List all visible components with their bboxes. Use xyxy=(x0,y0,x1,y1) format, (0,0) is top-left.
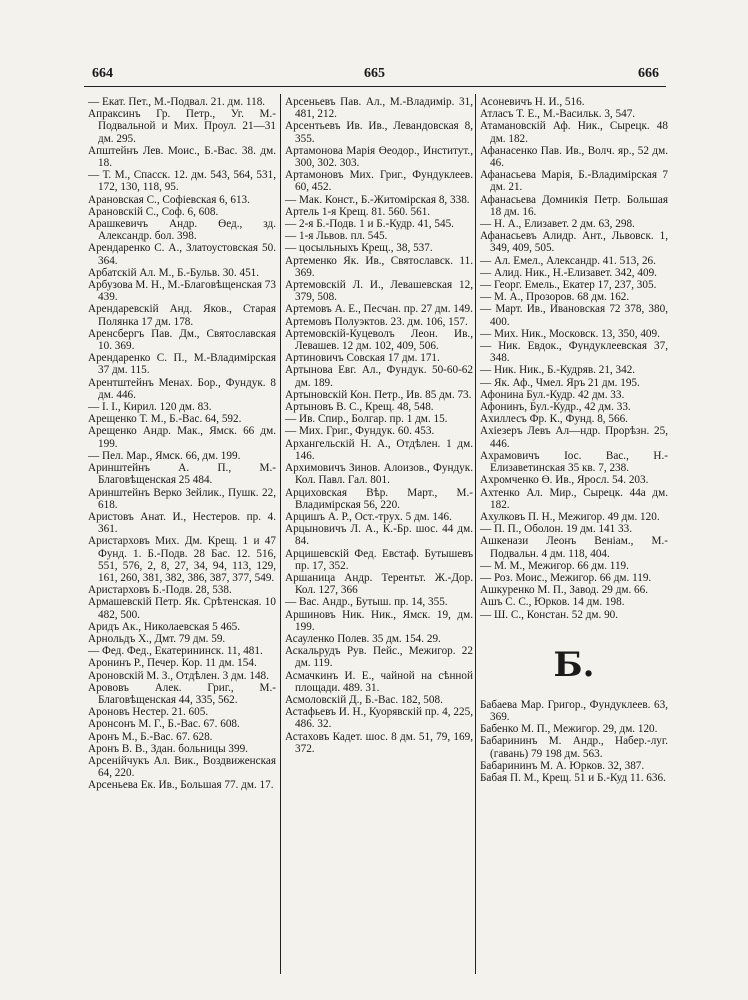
directory-entry: Асмачкинъ И. Е., чайной на сѣнной площади. 489. 31. xyxy=(285,669,473,694)
directory-entry: Бабенко М. П., Межигор. 29, дм. 120. xyxy=(480,723,658,736)
directory-entry: Аронъ М., Б.-Вас. 67. 628. xyxy=(88,730,213,743)
directory-entry: Аридъ Ак., Николаевская 5 465. xyxy=(88,620,241,633)
directory-entry: Аристовъ Анат. И., Нестеров. пр. 4. 361. xyxy=(88,510,276,536)
directory-entry: Аристарховъ Мих. Дм. Крещ. 1 и 47 Фунд. 1. Б.-Подв. 28 Бас. 12. 516, 551, 576, 2, 8, 27, 34, 94, 113, 129, 161, 260, 381, 382, 386, 387, 377, 549. xyxy=(88,535,276,584)
directory-entry: Арещенко Андр. Мак., Ямск. 66 дм. 199. xyxy=(88,425,276,450)
directory-entry: Арсенійчукъ Ал. Вик., Воздвиженская 64, 220. xyxy=(88,754,276,780)
directory-entry: — Т. М., Спасск. 12. дм. 543, 564, 531, 172, 130, 118, 95. xyxy=(88,169,276,194)
directory-entry: Арововъ Алек. Григ., М.-Благовѣщенская 44, 335, 562. xyxy=(88,681,276,706)
directory-entry: Афонинъ, Бул.-Кудр., 42 дм. 33. xyxy=(480,401,631,414)
directory-entry: Аршиновъ Ник. Ник., Ямск. 19, дм. 199. xyxy=(285,608,473,633)
directory-entry: Апштейнъ Лев. Моис., Б.-Вас. 38. дм. 18. xyxy=(88,144,276,170)
directory-entry: Арендаренко С. А., Златоустовская 50. 364. xyxy=(88,242,276,267)
directory-entry: Бабаева Мар. Григор., Фундуклеев. 63, 369. xyxy=(480,698,668,723)
directory-entry: Арбатскій Ал. М., Б.-Бульв. 30. 451. xyxy=(88,266,260,279)
directory-entry: — Як. Аф., Чмел. Яръ 21 дм. 195. xyxy=(480,376,640,389)
directory-entry: Апраксинъ Гр. Петр., Уг. М.-Подвальной и Мих. Проул. 21—31 дм. 295. xyxy=(88,108,276,145)
directory-entry: Арсеньева Ек. Ив., Большая 77. дм. 17. xyxy=(88,779,274,792)
directory-entry: Бабарининъ М. Андр., Набер.-луг. (гавань) 79 198 дм. 563. xyxy=(480,735,668,760)
directory-entry: Артыновскій Кон. Петр., Ив. 85 дм. 73. xyxy=(285,388,472,401)
directory-entry: — Ник. Ник., Б.-Кудряв. 21, 342. xyxy=(480,364,636,377)
directory-entry: Бабарининъ М. А. Юрков. 32, 387. xyxy=(480,759,645,772)
directory-entry: Ахромченко Ө. Ив., Яросл. 54. 203. xyxy=(480,474,649,487)
directory-entry: — Март. Ив., Ивановская 72 378, 380, 400. xyxy=(480,303,668,328)
directory-entry: Арцишъ А. Р., Ост.-трух. 5 дм. 146. xyxy=(285,510,452,523)
directory-entry: Архангельскій Н. А., Отдѣлен. 1 дм. 146. xyxy=(285,437,473,462)
directory-entry: Архимовичъ Зинов. Алоизов., Фундук. Кол. Павл. Гал. 801. xyxy=(285,462,473,487)
directory-entry: Арцишевскій Фед. Евстаф. Бутышевъ пр. 17, 352. xyxy=(285,547,473,572)
directory-entry: Арашкевичъ Андр. Өед., зд. Александр. бол. 398. xyxy=(88,218,276,243)
column-divider xyxy=(475,94,476,974)
directory-entry: Астаховъ Кадет. шос. 8 дм. 51, 79, 169, 372. xyxy=(285,730,473,755)
directory-entry: — Ал. Емел., Александр. 41. 513, 26. xyxy=(480,254,656,267)
directory-entry: Асмоловскій Д., Б.-Вас. 182, 508. xyxy=(285,693,443,706)
directory-entry: Арциховская Вѣр. Март., М.-Владимірская 56, 220. xyxy=(285,486,473,511)
directory-entry: Арнольдъ Х., Дмт. 79 дм. 59. xyxy=(88,632,226,645)
directory-entry: — М. А., Прозоров. 68 дм. 162. xyxy=(480,291,630,304)
directory-entry: — Мих. Ник., Московск. 13, 350, 409. xyxy=(480,327,660,340)
directory-entry: Арендаренко С. П., М.-Владимірская 37 дм. 115. xyxy=(88,352,276,377)
directory-entry: Ахрамовичъ Іос. Вас., Н.-Елизаветинская 35 кв. 7, 238. xyxy=(480,449,668,475)
page-number-left: 664 xyxy=(92,66,113,81)
directory-entry: Артемовъ А. Е., Песчан. пр. 27 дм. 149. xyxy=(285,303,473,316)
directory-entry: — Пел. Мар., Ямск. 66, дм. 199. xyxy=(88,449,241,462)
directory-entry: Астафьевъ И. Н., Куорявскій пр. 4, 225, 486. 32. xyxy=(285,706,473,731)
directory-entry: Аринштейнъ А. П., М.-Благовѣщенская 25 484. xyxy=(88,462,276,487)
directory-entry: Артиновичъ Совская 17 дм. 171. xyxy=(285,352,440,365)
directory-entry: — І. І., Кирил. 120 дм. 83. xyxy=(88,401,212,414)
directory-entry: Арещенко Т. М., Б.-Вас. 64, 592. xyxy=(88,413,242,426)
directory-entry: Афанасьевъ Алидр. Ант., Львовск. 1, 349, 409, 505. xyxy=(480,230,668,255)
directory-column-1 xyxy=(88,96,276,792)
directory-entry: — Фед. Фед., Екатерининск. 11, 481. xyxy=(88,645,263,658)
directory-entry: Афанасьева Домникія Петр. Большая 18 дм. 16. xyxy=(480,193,668,218)
directory-entry: — Н. А., Елизавет. 2 дм. 63, 298. xyxy=(480,218,635,231)
directory-entry: Ахулковъ П. Н., Межигор. 49 дм. 120. xyxy=(480,510,660,523)
directory-entry: Арсентьевъ Ив. Ив., Левандовская 8, 355. xyxy=(285,120,473,145)
directory-entry: Аронъ В. В., Здан. больницы 399. xyxy=(88,742,248,755)
directory-entry: Бабая П. М., Крещ. 51 и Б.-Куд 11. 636. xyxy=(480,771,666,784)
directory-entry: Ахиллесъ Фр. К., Фунд. 8, 566. xyxy=(480,413,628,426)
directory-entry: Артеменко Як. Ив., Святославск. 11. 369. xyxy=(285,254,473,279)
header-rule xyxy=(84,86,666,87)
directory-entry: Артамонова Марія Өеодор., Институт., 300, 302. 303. xyxy=(285,144,473,170)
directory-entry: Армашевскій Петр. Як. Срѣтенская. 10 482, 500. xyxy=(88,596,276,621)
directory-entry: Ароновскій М. З., Отдѣлен. 3 дм. 148. xyxy=(88,669,269,682)
directory-entry: — Ив. Спир., Болгар. пр. 1 дм. 15. xyxy=(285,413,448,426)
directory-entry: Ароновъ Нестер. 21. 605. xyxy=(88,706,209,719)
directory-entry: Артель 1-я Крещ. 81. 560. 561. xyxy=(285,205,431,218)
directory-entry: Аскальрудъ Рув. Пейс., Межигор. 22 дм. 119. xyxy=(285,645,473,670)
directory-entry: — Ник. Евдок., Фундуклеевская 37, 348. xyxy=(480,340,668,365)
directory-entry: Аринштейнъ Верко Зейлик., Пушк. 22, 618. xyxy=(88,486,276,511)
directory-entry: Аристарховъ Б.-Подв. 28, 538. xyxy=(88,584,232,597)
directory-entry: Артемовскій Л. И., Левашевская 12, 379, 508. xyxy=(285,279,473,304)
directory-entry: — Мих. Григ., Фундук. 60. 453. xyxy=(285,425,435,438)
page-number-center: 665 xyxy=(364,66,385,81)
directory-entry: — Вас. Андр., Бутыш. пр. 14, 355. xyxy=(285,596,448,609)
directory-entry: Артемовскій-Куцеволъ Леон. Ив., Левашев. 12 дм. 102, 409, 506. xyxy=(285,327,473,353)
directory-entry: Арсеньевъ Пав. Ал., М.-Владимір. 31, 481, 212. xyxy=(285,96,473,121)
directory-entry: — Георг. Емель., Екатер 17, 237, 305. xyxy=(480,279,657,292)
directory-entry: Арановская С., Софіевская 6, 613. xyxy=(88,193,250,206)
directory-column-2 xyxy=(285,96,473,755)
directory-entry: Ашкуренко М. П., Завод. 29 дм. 66. xyxy=(480,584,649,597)
directory-entry: Артынова Евг. Ал., Фундук. 50-60-62 дм. 189. xyxy=(285,364,473,389)
directory-entry: Арендаревскій Анд. Яков., Старая Полянка 17 дм. 178. xyxy=(88,303,276,328)
directory-entry: — Роз. Моис., Межигор. 66 дм. 119. xyxy=(480,571,652,584)
directory-entry: Артыновъ В. С., Крещ. 48, 548. xyxy=(285,401,434,414)
directory-entry: Ахтенко Ал. Мир., Сырецк. 44а дм. 182. xyxy=(480,486,668,511)
directory-column-3 xyxy=(480,96,668,784)
directory-entry: Артамоновъ Мих. Григ., Фундуклеев. 60, 452. xyxy=(285,169,473,194)
directory-entry: — 2-я Б.-Подв. 1 и Б.-Кудр. 41, 545. xyxy=(285,218,454,231)
directory-entry: — 1-я Львов. пл. 545. xyxy=(285,230,388,243)
directory-entry: Арентштейнъ Менах. Бор., Фундук. 8 дм. 446. xyxy=(88,376,276,401)
directory-entry: Аронинъ Р., Печер. Кор. 11 дм. 154. xyxy=(88,657,257,670)
directory-entry: — Ш. С., Констан. 52 дм. 90. xyxy=(480,608,619,621)
section-letter: Б. xyxy=(553,644,595,685)
directory-entry: — Алид. Ник., Н.-Елизавет. 342, 409. xyxy=(480,266,657,279)
directory-entry: Ашкенази Леонъ Веніам., М.-Подвальн. 4 дм. 118, 404. xyxy=(480,535,668,560)
directory-entry: — цосыльныхъ Крещ., 38, 537. xyxy=(285,242,433,255)
directory-entry: Афанасенко Пав. Ив., Волч. яр., 52 дм. 46. xyxy=(480,144,668,170)
directory-entry: Арцыновичъ Л. А., К.-Бр. шос. 44 дм. 84. xyxy=(285,523,473,548)
directory-entry: Атласъ Т. Е., М.-Васильк. 3, 547. xyxy=(480,108,636,121)
directory-entry: — Мак. Конст., Б.-Житомірская 8, 338. xyxy=(285,193,470,206)
directory-entry: Асоневичъ Н. И., 516. xyxy=(480,96,585,108)
directory-entry: Аренсбергъ Пав. Дм., Святославская 10. 369. xyxy=(88,327,276,353)
directory-entry: Атамановскій Аф. Ник., Сырецк. 48 дм. 182. xyxy=(480,120,668,145)
directory-entry: Арбузова М. Н., М.-Благовѣщенская 73 439. xyxy=(88,279,276,304)
directory-entry: — Екат. Пет., М.-Подвал. 21. дм. 118. xyxy=(88,96,266,108)
directory-entry: Ашъ С. С., Юрков. 14 дм. 198. xyxy=(480,596,625,609)
directory-entry: Артемовъ Полуэктов. 23. дм. 106, 157. xyxy=(285,315,468,328)
directory-entry: Афонина Бул.-Кудр. 42 дм. 33. xyxy=(480,388,625,401)
directory-entry: Аронсонъ М. Г., Б.-Вас. 67. 608. xyxy=(88,718,240,731)
directory-entry: Арановскій С., Соф. 6, 608. xyxy=(88,205,219,218)
directory-entry: Ахіезеръ Левъ Ал—ндр. Прорѣзн. 25, 446. xyxy=(480,425,668,450)
column-divider xyxy=(280,94,281,974)
directory-entry: Асауленко Полев. 35 дм. 154. 29. xyxy=(285,632,441,645)
directory-entry: Аршаница Андр. Терентьт. Ж.-Дор. Кол. 127, 366 xyxy=(285,571,473,597)
directory-entry: — М. М., Межигор. 66 дм. 119. xyxy=(480,559,629,572)
page-number-right: 666 xyxy=(638,66,659,81)
directory-entry: Афанасьева Марія, Б.-Владимірская 7 дм. 21. xyxy=(480,169,668,194)
directory-entry: — П. П., Оболон. 19 дм. 141 33. xyxy=(480,523,633,536)
